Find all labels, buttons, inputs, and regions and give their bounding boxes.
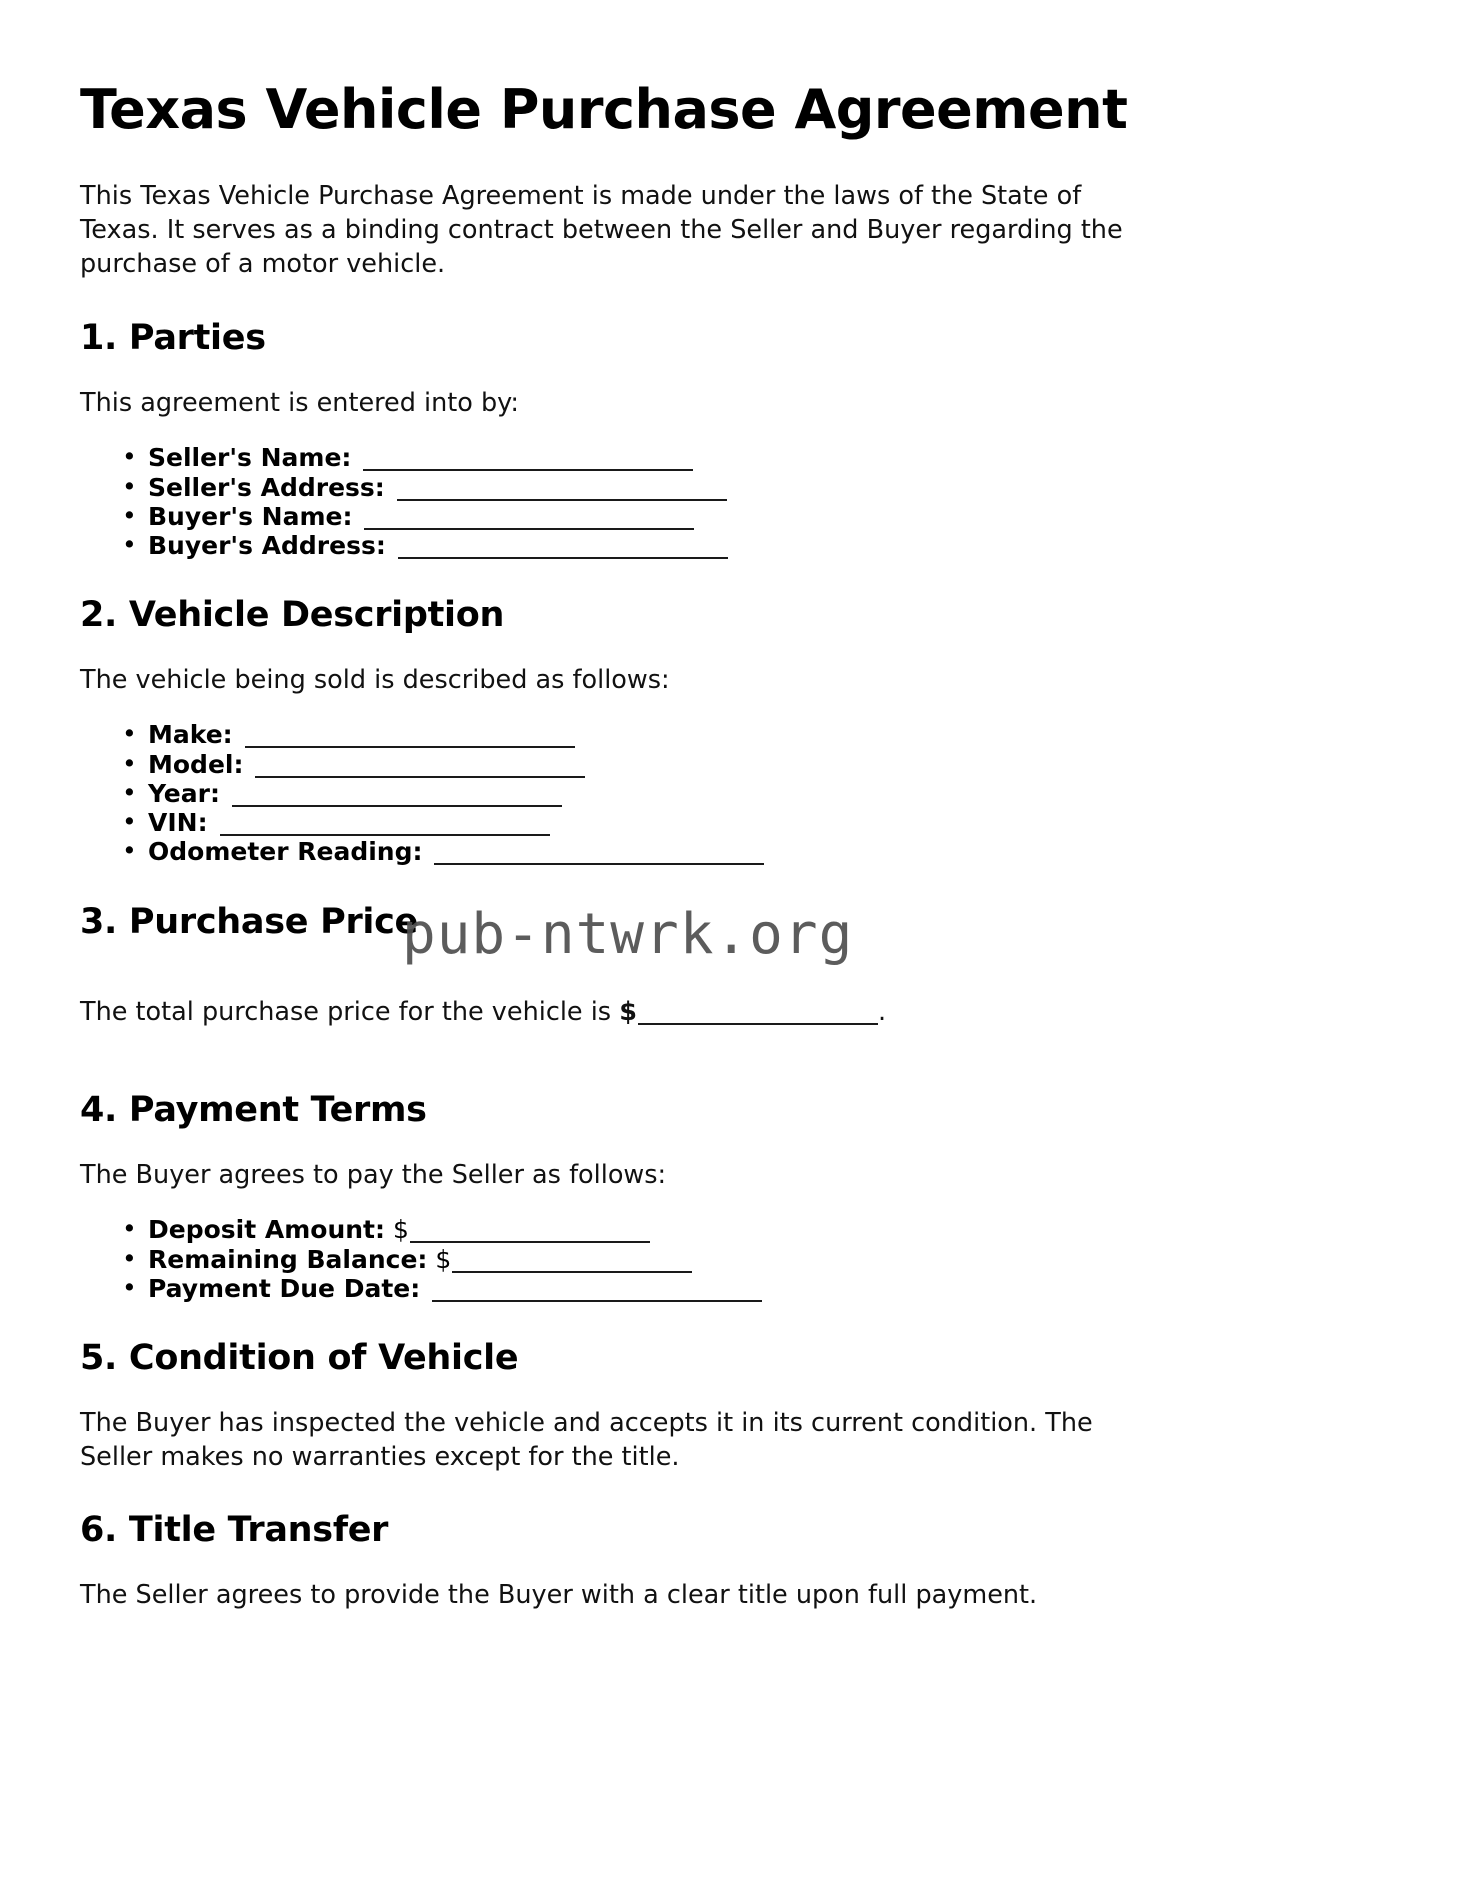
- section-body-title-transfer: The Seller agrees to provide the Buyer with a clear title upon full payment.: [80, 1579, 1038, 1610]
- purchase-price-text-after: .: [877, 997, 887, 1027]
- field-rule[interactable]: [398, 557, 728, 559]
- bullet-icon: •: [122, 719, 137, 749]
- bullet-icon: •: [122, 530, 137, 560]
- section-intro-parties: This agreement is entered into by:: [80, 388, 520, 419]
- field-label: Payment Due Date:: [148, 1273, 421, 1303]
- field-label: Remaining Balance:: [148, 1244, 428, 1274]
- field-label: Seller's Name:: [148, 443, 352, 473]
- bullet-icon: •: [122, 500, 137, 530]
- field-rule[interactable]: [432, 1300, 762, 1302]
- section-heading-purchase-price: 3. Purchase Price: [80, 901, 418, 942]
- field-rule[interactable]: [364, 528, 694, 530]
- field-rule[interactable]: [255, 776, 585, 778]
- field-label: Buyer's Address:: [148, 531, 386, 561]
- intro-paragraph: This Texas Vehicle Purchase Agreement is made under the laws of the State of Texas. It serves as a binding contract between the Seller and Buyer regarding the purchase of a motor vehicle.: [80, 180, 1123, 279]
- field-rule[interactable]: [363, 469, 693, 471]
- field-label: VIN:: [148, 808, 208, 837]
- list-item: [122, 473, 1384, 502]
- list-item: [122, 502, 1384, 531]
- field-rule[interactable]: [410, 1241, 650, 1243]
- field-label: Year:: [148, 778, 220, 808]
- list-item: [122, 750, 1384, 779]
- bullet-icon: •: [122, 1243, 137, 1273]
- section-body-condition-of-vehicle: The Buyer has inspected the vehicle and accepts it in its current condition. The Seller makes no warranties except for the title.: [80, 1408, 1093, 1472]
- list-item: [122, 837, 1384, 866]
- section-heading-title-transfer: 6. Title Transfer: [80, 1509, 389, 1550]
- purchase-price-line: [80, 996, 1384, 1030]
- list-item: [122, 1274, 1384, 1303]
- field-rule[interactable]: [220, 834, 550, 836]
- watermark: pub-ntwrk.org: [402, 902, 854, 967]
- field-rule[interactable]: [434, 863, 764, 865]
- field-label: Odometer Reading:: [148, 837, 423, 867]
- bullet-icon: •: [122, 442, 137, 472]
- vehicle-field-list: [80, 720, 1384, 866]
- section-heading-parties: 1. Parties: [80, 318, 266, 359]
- field-rule[interactable]: [245, 746, 575, 748]
- list-item: [122, 808, 1384, 837]
- bullet-icon: •: [122, 1272, 137, 1302]
- field-label: Make:: [148, 720, 233, 750]
- bullet-icon: •: [122, 807, 137, 836]
- section-intro-payment-terms: The Buyer agrees to pay the Seller as follows:: [80, 1160, 667, 1191]
- currency-symbol: $: [392, 1215, 409, 1245]
- section-heading-condition-of-vehicle: 5. Condition of Vehicle: [80, 1338, 519, 1379]
- field-label: Seller's Address:: [148, 472, 385, 502]
- list-item: [122, 1215, 1384, 1244]
- field-rule[interactable]: [452, 1271, 692, 1273]
- bullet-icon: •: [122, 471, 137, 501]
- currency-symbol: $: [435, 1244, 452, 1274]
- bullet-icon: •: [122, 777, 137, 807]
- payment-field-list: [80, 1215, 1384, 1303]
- list-item: [122, 443, 1384, 472]
- section-intro-vehicle-description: The vehicle being sold is described as follows:: [80, 665, 670, 696]
- field-rule[interactable]: [232, 805, 562, 807]
- field-label: Buyer's Name:: [148, 501, 353, 531]
- section-heading-vehicle-description: 2. Vehicle Description: [80, 595, 505, 636]
- list-item: [122, 531, 1384, 560]
- bullet-icon: •: [122, 748, 137, 778]
- bullet-icon: •: [122, 1214, 137, 1244]
- purchase-price-text-before: The total purchase price for the vehicle is: [80, 997, 620, 1027]
- purchase-price-rule[interactable]: [638, 1023, 878, 1025]
- bullet-icon: •: [122, 836, 137, 866]
- list-item: [122, 1245, 1384, 1274]
- currency-symbol: $: [619, 997, 637, 1027]
- field-label: Model:: [148, 749, 244, 779]
- parties-field-list: [80, 443, 1384, 560]
- section-heading-payment-terms: 4. Payment Terms: [80, 1090, 427, 1131]
- list-item: [122, 720, 1384, 749]
- field-label: Deposit Amount:: [148, 1215, 385, 1245]
- list-item: [122, 779, 1384, 808]
- page-title: Texas Vehicle Purchase Agreement: [80, 78, 1128, 141]
- field-rule[interactable]: [397, 499, 727, 501]
